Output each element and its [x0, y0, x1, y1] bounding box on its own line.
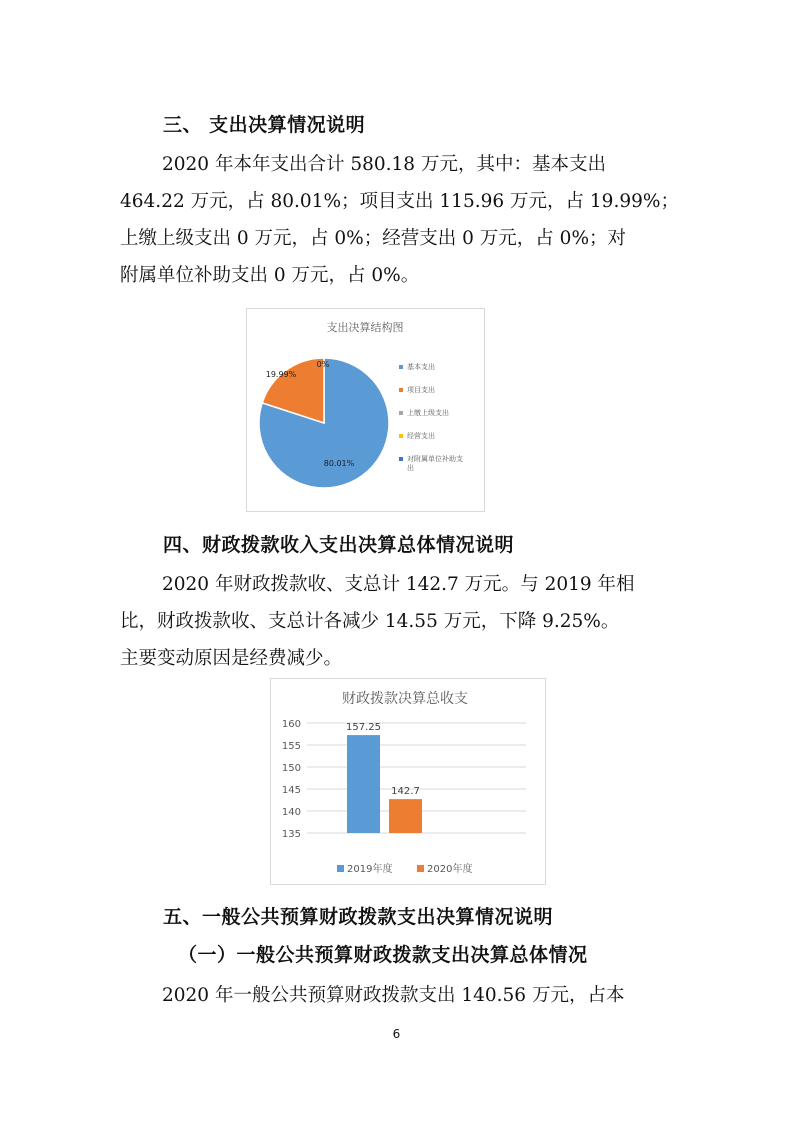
pie-chart — [247, 309, 484, 511]
pie-data-label: 80.01% — [323, 459, 355, 468]
legend-label: 基本支出 — [407, 363, 435, 371]
legend-swatch — [399, 365, 403, 369]
pie-data-label: 0% — [316, 360, 330, 369]
y-tick-label: 155 — [281, 741, 301, 752]
section3-heading: 三、 支出决算情况说明 — [163, 114, 366, 136]
section5-subheading: （一）一般公共预算财政拨款支出决算总体情况 — [178, 944, 588, 966]
section5-heading: 五、一般公共预算财政拨款支出决算情况说明 — [163, 906, 554, 928]
y-tick-label: 140 — [281, 807, 301, 818]
y-tick-label: 135 — [281, 829, 301, 840]
page-number: 6 — [392, 1027, 401, 1041]
bar-chart-box — [270, 678, 546, 885]
paragraph-line: 上缴上级支出 0 万元，占 0%；经营支出 0 万元，占 0%；对 — [120, 228, 627, 249]
pie-data-label: 19.99% — [265, 370, 297, 379]
legend-label: 出 — [407, 464, 414, 472]
pie-chart-box — [246, 308, 485, 512]
bar-data-label: 142.7 — [391, 786, 420, 798]
paragraph-line: 2020 年财政拨款收、支总计 142.7 万元。与 2019 年相 — [162, 574, 635, 595]
legend-swatch — [417, 865, 424, 872]
legend-swatch — [337, 865, 344, 872]
paragraph-line: 比，财政拨款收、支总计各减少 14.55 万元，下降 9.25%。 — [120, 611, 620, 632]
legend-label: 经营支出 — [407, 432, 435, 440]
legend-swatch — [399, 411, 403, 415]
legend-label: 项目支出 — [407, 386, 435, 394]
legend-swatch — [399, 388, 403, 392]
legend-label: 对附属单位补助支 — [407, 455, 463, 463]
bar-data-label: 157.25 — [346, 722, 381, 734]
bar — [347, 735, 380, 833]
legend-label: 2020年度 — [427, 864, 473, 875]
pie-chart-title: 支出决算结构图 — [326, 321, 404, 334]
paragraph-line: 2020 年一般公共预算财政拨款支出 140.56 万元，占本 — [162, 985, 625, 1006]
legend-swatch — [399, 434, 403, 438]
y-tick-label: 150 — [281, 763, 301, 774]
y-tick-label: 145 — [281, 785, 301, 796]
section3-paragraph — [120, 146, 680, 294]
legend-swatch — [399, 457, 403, 461]
legend-label: 上缴上级支出 — [407, 409, 449, 417]
y-tick-label: 160 — [281, 719, 301, 730]
bar-chart — [271, 679, 545, 884]
paragraph-line: 附属单位补助支出 0 万元，占 0%。 — [120, 265, 420, 286]
section5-paragraph — [120, 977, 680, 1014]
section4-paragraph — [120, 566, 680, 677]
section4-heading: 四、财政拨款收入支出决算总体情况说明 — [163, 534, 515, 556]
legend-label: 2019年度 — [347, 864, 393, 875]
bar-chart-title: 财政拨款决算总收支 — [342, 691, 468, 707]
paragraph-line: 464.22 万元，占 80.01%；项目支出 115.96 万元，占 19.99%； — [120, 191, 679, 212]
paragraph-line: 2020 年本年支出合计 580.18 万元，其中：基本支出 — [162, 154, 606, 175]
paragraph-line: 主要变动原因是经费减少。 — [120, 648, 343, 669]
bar — [389, 799, 422, 833]
